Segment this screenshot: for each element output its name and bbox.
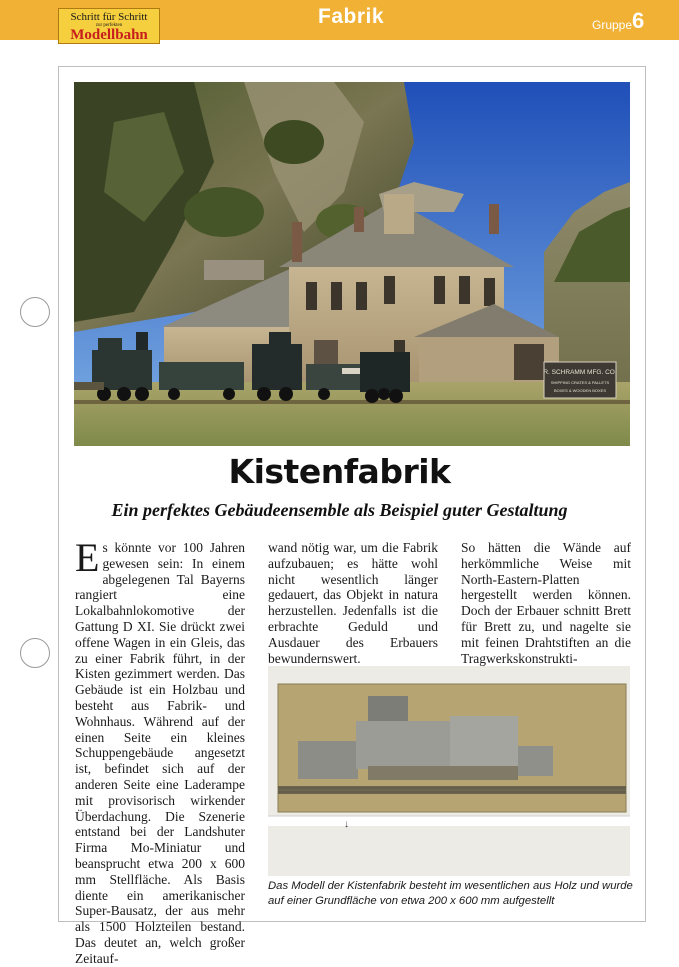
model-topview-photo <box>268 666 630 876</box>
dropcap: E <box>75 535 100 580</box>
factory-photo-illustration <box>74 82 630 446</box>
text-column-3: So hätten die Wände auf herkömmliche Weise mit North-Eastern-Platten hergestellt werden können. Doch der Erbauer schnitt Brett für Brett zu, und nagelte sie mit feinen Drahtstiften an die Tragwerkskonstrukti- <box>461 540 631 666</box>
binder-hole-bottom <box>20 638 50 668</box>
article-title: Kistenfabrik <box>228 452 451 491</box>
text-column-1 <box>75 535 245 966</box>
arrow-down-icon: ↓ <box>344 819 349 830</box>
text-column-2: wand nötig war, um die Fabrik aufzubauen; es hätte wohl nicht wesentlich länger gedauert, das Objekt in natura herzustellen. Jedenfalls ist die erbrachte Geduld und Ausdauer des Erbauers bewundernswert. <box>268 540 438 666</box>
factory-diorama-photo <box>74 82 630 446</box>
text-column-1-body: s könnte vor 100 Jahren gewesen sein: In einem abgelegenen Tal Bayerns rangiert eine Lokalbahnlokomotive der Gattung D XI. Sie drückt zwei offene Wagen in ein Gleis, das zu einer Fabrik führt, in der Kisten gezimmert werden. Das Gebäude ist ein Holzbau und besteht aus Fabrik- und Wohnhaus. Während auf der einen Seite ein kleines Schuppengebäude angesetzt ist, befindet sich auf der anderen Seite eine Laderampe mit provisorisch wirkender Überdachung. Die Szenerie entstand bei der Landshuter Firma Mo-Miniatur und beansprucht etwa 200 x 600 mm Stellfläche. Als Basis diente ein amerikanischer Super-Bausatz, der aus mehr als 1500 Holzteilen bestand. Das deutet an, welch großer Zeitauf- <box>75 540 245 966</box>
group-label: Gruppe <box>592 18 633 32</box>
article-subtitle: Ein perfektes Gebäudeensemble als Beispiel guter Gestaltung <box>111 500 568 520</box>
sign-line-2: SHIPPING CRATES & PALLETS <box>550 380 610 385</box>
logo-line-3: Modellbahn <box>70 27 148 43</box>
sign-line-3: BOXES & WOODEN BOXES <box>553 388 607 393</box>
binder-hole-top <box>20 297 50 327</box>
logo-line-1: Schritt für Schritt <box>70 11 148 23</box>
logo-line-2: zur perfekten <box>95 23 123 28</box>
group-number: 6 <box>632 8 645 33</box>
section-title: Fabrik <box>318 5 385 28</box>
sign-line-1: R. SCHRAMM MFG. CO. <box>543 369 617 376</box>
series-logo <box>58 8 160 44</box>
model-topview-illustration <box>268 666 630 876</box>
photo-caption: Das Modell der Kistenfabrik besteht im wesentlichen aus Holz und wurde auf einer Grundfläche von etwa 200 x 600 mm aufgestellt <box>268 880 633 907</box>
